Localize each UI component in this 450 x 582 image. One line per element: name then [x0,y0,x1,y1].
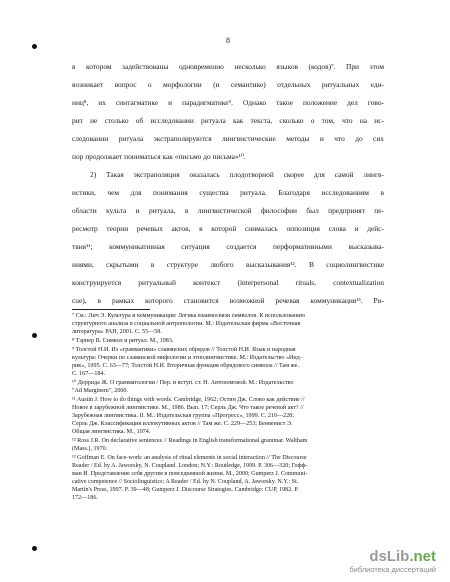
body-line: конструируется ритуальный контекст (interpersonal rituals, contextualization [72,278,384,287]
footnote-separator [72,309,150,310]
footnote-line: cative competence // Sociolinguistics: A Reader / Ed. by N. Coupland, A. Jaworsky. N.Y.: St. [72,479,299,485]
body-line: ниц⁸, их синтагматике и парадигматике⁹. Однако такое положение дел гово- [72,98,384,107]
footnote-line: Новое в зарубежной лингвистике. М., 1986. Вып. 17; Серль Дж. Что такое речевой акт? // [72,405,304,411]
footnote-line: ¹³ Goffman E. On face-work: an analysis of ritual elements in social interaction // The Discourse [72,455,307,461]
footnote-line: Reader / Ed. by A. Jaworsky, N. Coupland. London; N.Y.: Routledge, 1999. P. 306—320; Гофф- [72,463,308,469]
watermark [349,548,436,574]
body-line: пор продолжает пониматься как «письмо до письма»¹⁰. [72,152,246,161]
footnote-line: (Mass.), 1970. [72,446,108,452]
footnote-line: рик», 1995. С. 63—77; Толстой Н.И. Вторичная функция обрядового символа // Там же. [72,363,299,369]
footnote-line: "Ad Marginem", 2000. [72,388,128,394]
footnote-line: ⁹ Толстой Н.И. Из «грамматики» славянских обрядов // Толстой Н.И. Язык и народная [72,347,296,353]
footnote-line: ¹² Ross J.R. On declarative sentences // Readings in English transformational grammar. Waltham [72,438,308,444]
body-line: возникает вопрос о морфологии (и семантике) отдельных ритуальных еди- [72,80,384,89]
body-line: в котором задействованы одновременно несколько языков (кодов)⁷. При этом [72,62,384,71]
body-line: рит не столько об исследовании ритуала как текста, сколько о том, что на ис- [72,116,384,125]
footnote-line: Зарубежная лингвистика. II. М.: Издательская группа «Прогресс», 1999. С. 210—228; [72,413,294,419]
body-line: 2) Такая экстраполяция оказалась плодотворной скорее для самой лингв- [90,170,384,179]
body-line: области культа и ритуала, в лингвистической философии был предпринят пе- [72,206,384,215]
body-line: cue), в рамках которого становится возможной речевая коммуникация¹³. Ри- [72,296,384,305]
body-line: ниями, скрытыми в структуре любого высказывания¹². В социолингвистике [72,260,384,269]
footnote-line: 172—186. [72,495,98,501]
watermark-tagline: библиотека диссертаций [349,565,436,574]
footnote-line: ⁸ Тэрнер В. Символ и ритуал. М., 1983. [72,338,174,344]
binder-hole-mark [32,44,37,49]
footnote-line: ¹¹ Austin J. How to do things with words. Cambridge, 1962; Остин Дж. Слово как действие // [72,397,305,403]
footnote-line: Серль Дж. Классификация иллокутивных актов // Там же. С. 229—253; Бенвенист Э. [72,421,293,427]
footnote-line: Martin's Press, 1997. P. 39—48; Gumperz J. Discourse Strategies. Cambridge: CUP, 1982. P. [72,487,299,493]
watermark-logo: dsLib.net [369,548,436,565]
footnote-line: С. 167—184. [72,371,106,377]
footnote-line: структурного анализа в социальной антропологии. М.: Издательская фирма «Восточная [72,321,301,327]
page-number: 8 [226,36,230,45]
body-line: твия¹¹; коммуникативная ситуация создается перформативными высказыва- [72,242,384,251]
body-line: ресмотр теории речевых актов, в которой снималась оппозиция слова и дейс- [72,224,384,233]
binder-hole-mark [32,546,37,551]
body-line: следовании ритуала экстраполируются лингвистические методы и что до сих [72,134,384,143]
binder-hole-mark [32,333,37,338]
body-line: истики, чем для понимания существа ритуала. Благодаря исследованиям в [72,188,384,197]
footnote-line: ⁷ См.: Лич Э. Культура и коммуникация: Логика взаимосвязи символов. К использованию [72,313,305,319]
footnote-line: литература» РАН, 2001. С. 55—58. [72,329,162,335]
footnote-line: ¹⁰ Деррида Ж. О грамматологии / Пер. и вступ. ст. Н. Автономовой. М.: Издательство [72,380,294,386]
footnote-line: культура: Очерки по славянской мифологии и этнолингвистике. М.: Издательство «Инд- [72,355,302,361]
footnote-line: ман И. Представление себя другим в повседневной жизни. М., 2000; Gumperz J. Communi- [72,471,308,477]
footnote-line: Общая лингвистика. М., 1974. [72,429,151,435]
